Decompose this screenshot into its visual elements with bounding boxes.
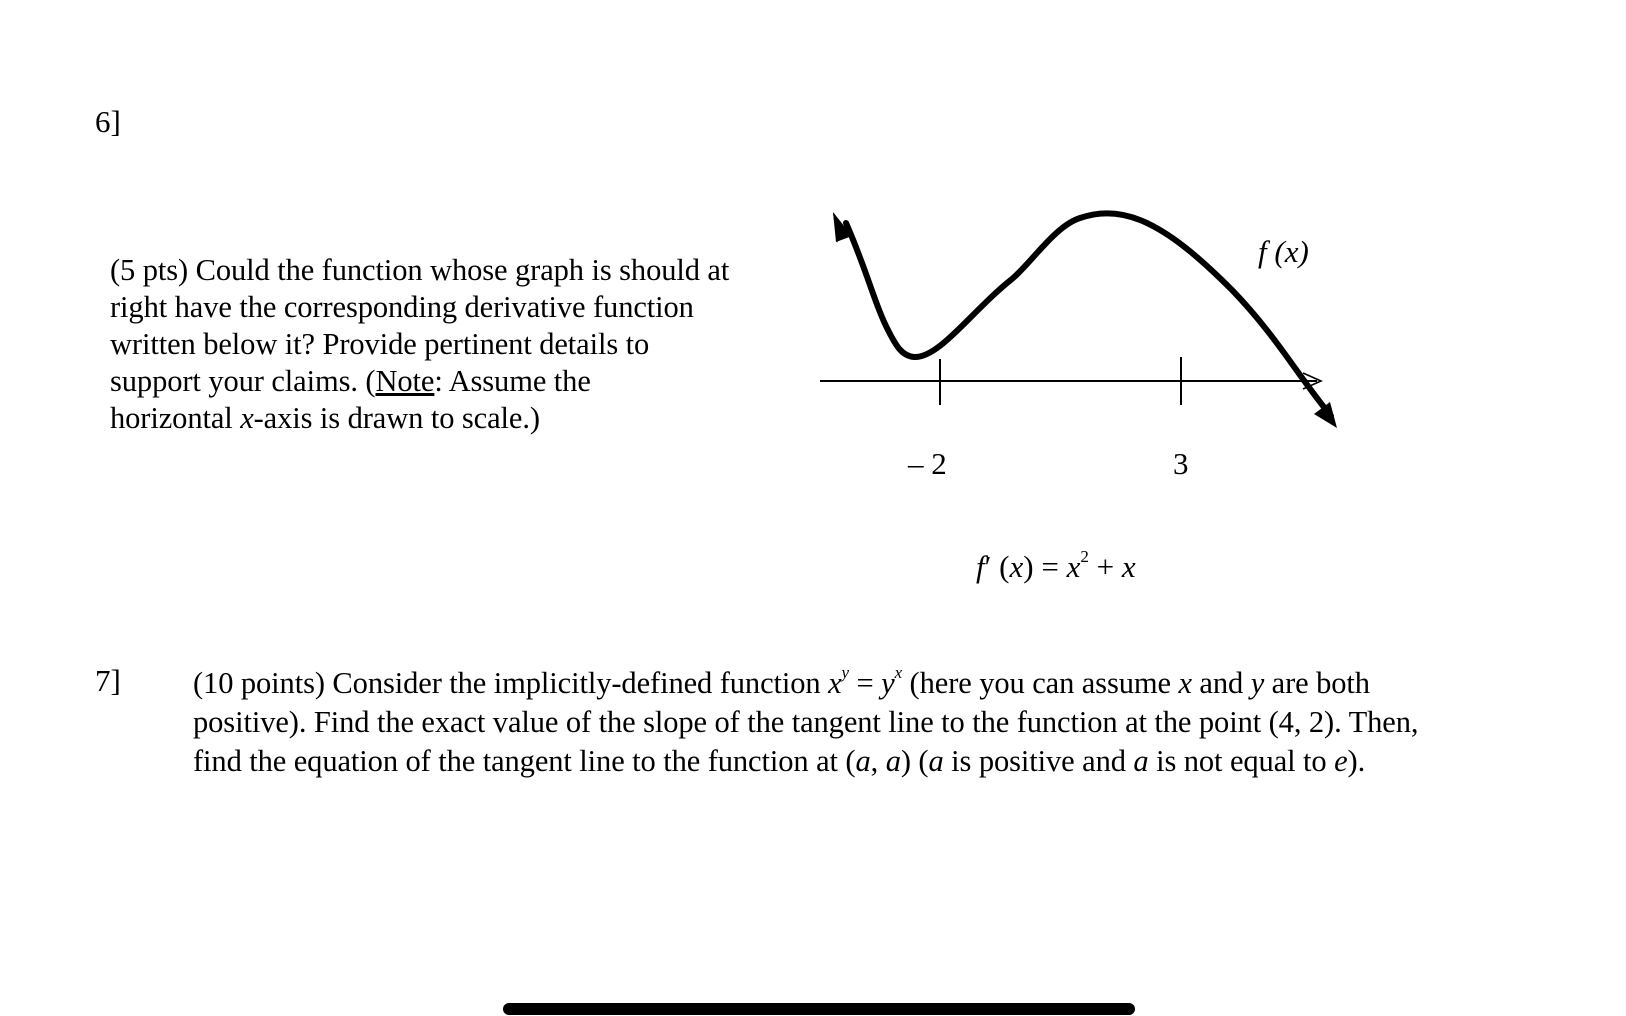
q7-line-1	[193, 664, 1593, 703]
q6-note-word: Note	[375, 364, 435, 398]
q7-l3-a3: a	[928, 744, 944, 778]
q7-eq-y-exp: y	[841, 663, 849, 682]
q7-line-3	[193, 742, 1593, 781]
q7-eq-x: x	[828, 666, 842, 700]
q7-l1-x: x	[1178, 666, 1192, 700]
q7-l1-a: (10 points) Consider the implicitly-defined function	[193, 666, 829, 700]
q7-l3-positive: is positive and	[943, 744, 1134, 778]
q7-l3-paren: ) (	[900, 744, 929, 778]
function-label	[1258, 234, 1309, 270]
function-label-f: f	[1258, 234, 1267, 269]
deriv-equals: ) =	[1023, 549, 1067, 584]
q7-l3-a2: a	[885, 744, 901, 778]
q7-l3-comma: ,	[870, 744, 886, 778]
deriv-x3: x	[1121, 549, 1136, 584]
q7-l1-and: and	[1191, 666, 1251, 700]
q6-line-4a: support your claims. (	[110, 364, 376, 398]
deriv-plus: +	[1088, 549, 1122, 584]
q7-line-2: positive). Find the exact value of the slope of the tangent line to the function at the point (4, 2). Then,	[193, 705, 1419, 739]
q7-l1-y: y	[1250, 666, 1265, 700]
question-6-number: 6]	[95, 104, 121, 139]
question-7-text	[193, 664, 1593, 781]
q7-l3-a1: a	[855, 744, 871, 778]
q7-l3-end: ).	[1347, 744, 1366, 778]
deriv-x1: x	[1009, 549, 1024, 584]
q6-line-5a: horizontal	[110, 401, 241, 435]
q7-eq-x-exp: x	[894, 663, 903, 682]
deriv-exponent: 2	[1080, 547, 1089, 566]
deriv-f: f	[976, 549, 985, 584]
function-label-arg: (x)	[1274, 234, 1309, 269]
tick-label-3: 3	[1173, 446, 1189, 481]
derivative-formula	[976, 549, 1136, 585]
q6-line-5b: -axis is drawn to scale.)	[253, 401, 540, 435]
q7-eq-equals: =	[848, 666, 882, 700]
q7-l3-notequal: is not equal to	[1148, 744, 1335, 778]
q6-line-4b: : Assume the	[434, 364, 591, 398]
question-7-number: 7]	[95, 663, 121, 698]
q7-l3-a: find the equation of the tangent line to the function at (	[193, 744, 856, 778]
deriv-x2: x	[1066, 549, 1081, 584]
q7-l3-a4: a	[1133, 744, 1149, 778]
home-indicator-bar[interactable]	[503, 1003, 1135, 1015]
tick-label-minus-2: – 2	[908, 446, 947, 481]
q7-l1-b: (here you can assume	[902, 666, 1179, 700]
q6-line-3: written below it? Provide pertinent details to	[110, 327, 650, 361]
q7-eq-y: y	[881, 666, 895, 700]
q6-line-1: (5 pts) Could the function whose graph is should at	[110, 253, 730, 287]
q7-l3-e: e	[1334, 744, 1348, 778]
deriv-prime: ′ (	[984, 549, 1010, 584]
q6-line-5-x: x	[240, 401, 254, 435]
q7-l1-f: are both	[1264, 666, 1370, 700]
q6-line-2: right have the corresponding derivative function	[110, 290, 694, 324]
